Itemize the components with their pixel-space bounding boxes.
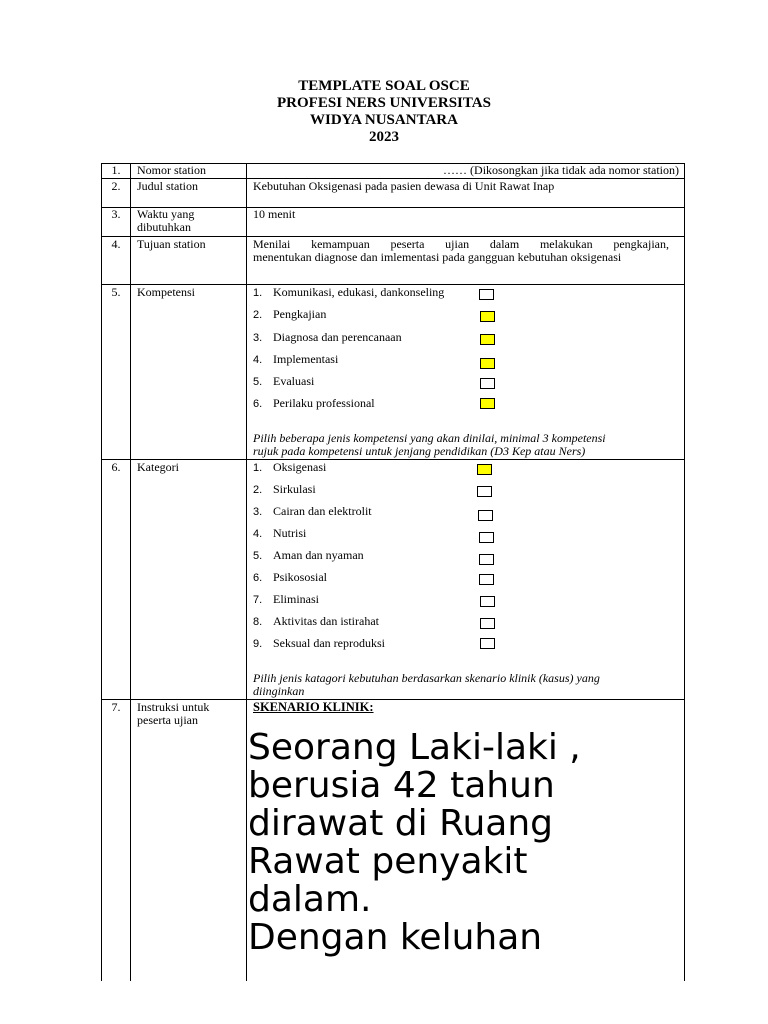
kategori-note-line-1: Pilih jenis katagori kebutuhan berdasarkan skenario klinik (kasus) yang xyxy=(253,671,600,685)
row-label-judul-station: Judul station xyxy=(137,179,199,193)
waktu-value: 10 menit xyxy=(253,207,296,221)
column-divider-2 xyxy=(246,163,247,981)
kompetensi-option: 2. Pengkajian xyxy=(253,307,327,321)
kategori-option: 1. Oksigenasi xyxy=(253,460,327,474)
row-number: 6. xyxy=(111,460,121,474)
tujuan-value-line-1: Menilai kemampuan peserta ujian dalam melakukan pengkajian, xyxy=(253,237,669,251)
judul-station-value: Kebutuhan Oksigenasi pada pasien dewasa di Unit Rawat Inap xyxy=(253,179,555,193)
kategori-checkbox-2[interactable] xyxy=(477,486,492,497)
kategori-option: 9. Seksual dan reproduksi xyxy=(253,636,385,650)
document-title xyxy=(0,78,768,146)
row-label-instruksi-line-1: Instruksi untuk xyxy=(137,700,210,714)
row-label-waktu: Waktu yang dibutuhkan xyxy=(137,207,195,234)
tujuan-value-line-2: menentukan diagnose dan imlementasi pada gangguan kebutuhan oksigenasi xyxy=(253,250,622,264)
kategori-note-line-2: diinginkan xyxy=(253,684,305,698)
kategori-option: 3. Cairan dan elektrolit xyxy=(253,504,372,518)
kategori-checkbox-7[interactable] xyxy=(480,596,495,607)
skenario-line: dalam. xyxy=(248,879,372,920)
kategori-option: 5. Aman dan nyaman xyxy=(253,548,364,562)
kompetensi-checkbox-6[interactable] xyxy=(480,398,495,409)
row-number: 7. xyxy=(111,700,121,714)
kategori-checkbox-6[interactable] xyxy=(479,574,494,585)
kompetensi-note-line-1: Pilih beberapa jenis kompetensi yang akan dinilai, minimal 3 kompetensi xyxy=(253,431,606,445)
skenario-line: Rawat penyakit xyxy=(248,841,528,882)
kompetensi-checkbox-5[interactable] xyxy=(480,378,495,389)
kompetensi-checkbox-4[interactable] xyxy=(480,358,495,369)
kompetensi-option: 3. Diagnosa dan perencanaan xyxy=(253,330,402,344)
kategori-option: 2. Sirkulasi xyxy=(253,482,316,496)
kategori-checkbox-8[interactable] xyxy=(480,618,495,629)
kompetensi-checkbox-2[interactable] xyxy=(480,311,495,322)
row-number: 2. xyxy=(111,179,121,193)
kategori-checkbox-4[interactable] xyxy=(479,532,494,543)
row-label-instruksi-line-2: peserta ujian xyxy=(137,713,198,727)
skenario-heading: SKENARIO KLINIK: xyxy=(253,700,374,714)
row-divider xyxy=(101,459,685,460)
row-label-nomor-station: Nomor station xyxy=(137,163,206,177)
skenario-line: dirawat di Ruang xyxy=(248,803,554,844)
kategori-checkbox-1[interactable] xyxy=(477,464,492,475)
nomor-station-value: …… (Dikosongkan jika tidak ada nomor station) xyxy=(443,163,679,177)
kategori-checkbox-9[interactable] xyxy=(480,638,495,649)
row-label-kompetensi: Kompetensi xyxy=(137,285,195,299)
kompetensi-checkbox-3[interactable] xyxy=(480,334,495,345)
skenario-line: Dengan keluhan xyxy=(248,917,543,958)
row-label-kategori: Kategori xyxy=(137,460,179,474)
skenario-line: berusia 42 tahun xyxy=(248,765,555,806)
kompetensi-note-line-2: rujuk pada kompetensi untuk jenjang pendidikan (D3 Kep atau Ners) xyxy=(253,444,586,458)
kategori-option: 7. Eliminasi xyxy=(253,592,319,606)
kompetensi-option: 4. Implementasi xyxy=(253,352,339,366)
kompetensi-option: 1. Komunikasi, edukasi, dankonseling xyxy=(253,285,445,299)
kompetensi-option: 5. Evaluasi xyxy=(253,374,315,388)
row-label-tujuan-station: Tujuan station xyxy=(137,237,206,251)
title-line-4: 2023 xyxy=(369,129,399,145)
title-line-2: PROFESI NERS UNIVERSITAS xyxy=(277,95,491,111)
title-line-3: WIDYA NUSANTARA xyxy=(310,112,458,128)
kategori-checkbox-3[interactable] xyxy=(478,510,493,521)
title-line-1: TEMPLATE SOAL OSCE xyxy=(298,78,470,94)
row-number: 3. xyxy=(111,207,121,221)
skenario-text xyxy=(248,729,682,957)
kompetensi-option: 6. Perilaku professional xyxy=(253,396,375,410)
row-number: 4. xyxy=(111,237,121,251)
row-number: 5. xyxy=(111,285,121,299)
row-number: 1. xyxy=(111,163,121,177)
kategori-option: 4. Nutrisi xyxy=(253,526,307,540)
kompetensi-checkbox-1[interactable] xyxy=(479,289,494,300)
kategori-option: 6. Psikososial xyxy=(253,570,328,584)
kategori-option: 8. Aktivitas dan istirahat xyxy=(253,614,379,628)
skenario-line: Seorang Laki-laki , xyxy=(248,727,581,768)
kategori-checkbox-5[interactable] xyxy=(479,554,494,565)
